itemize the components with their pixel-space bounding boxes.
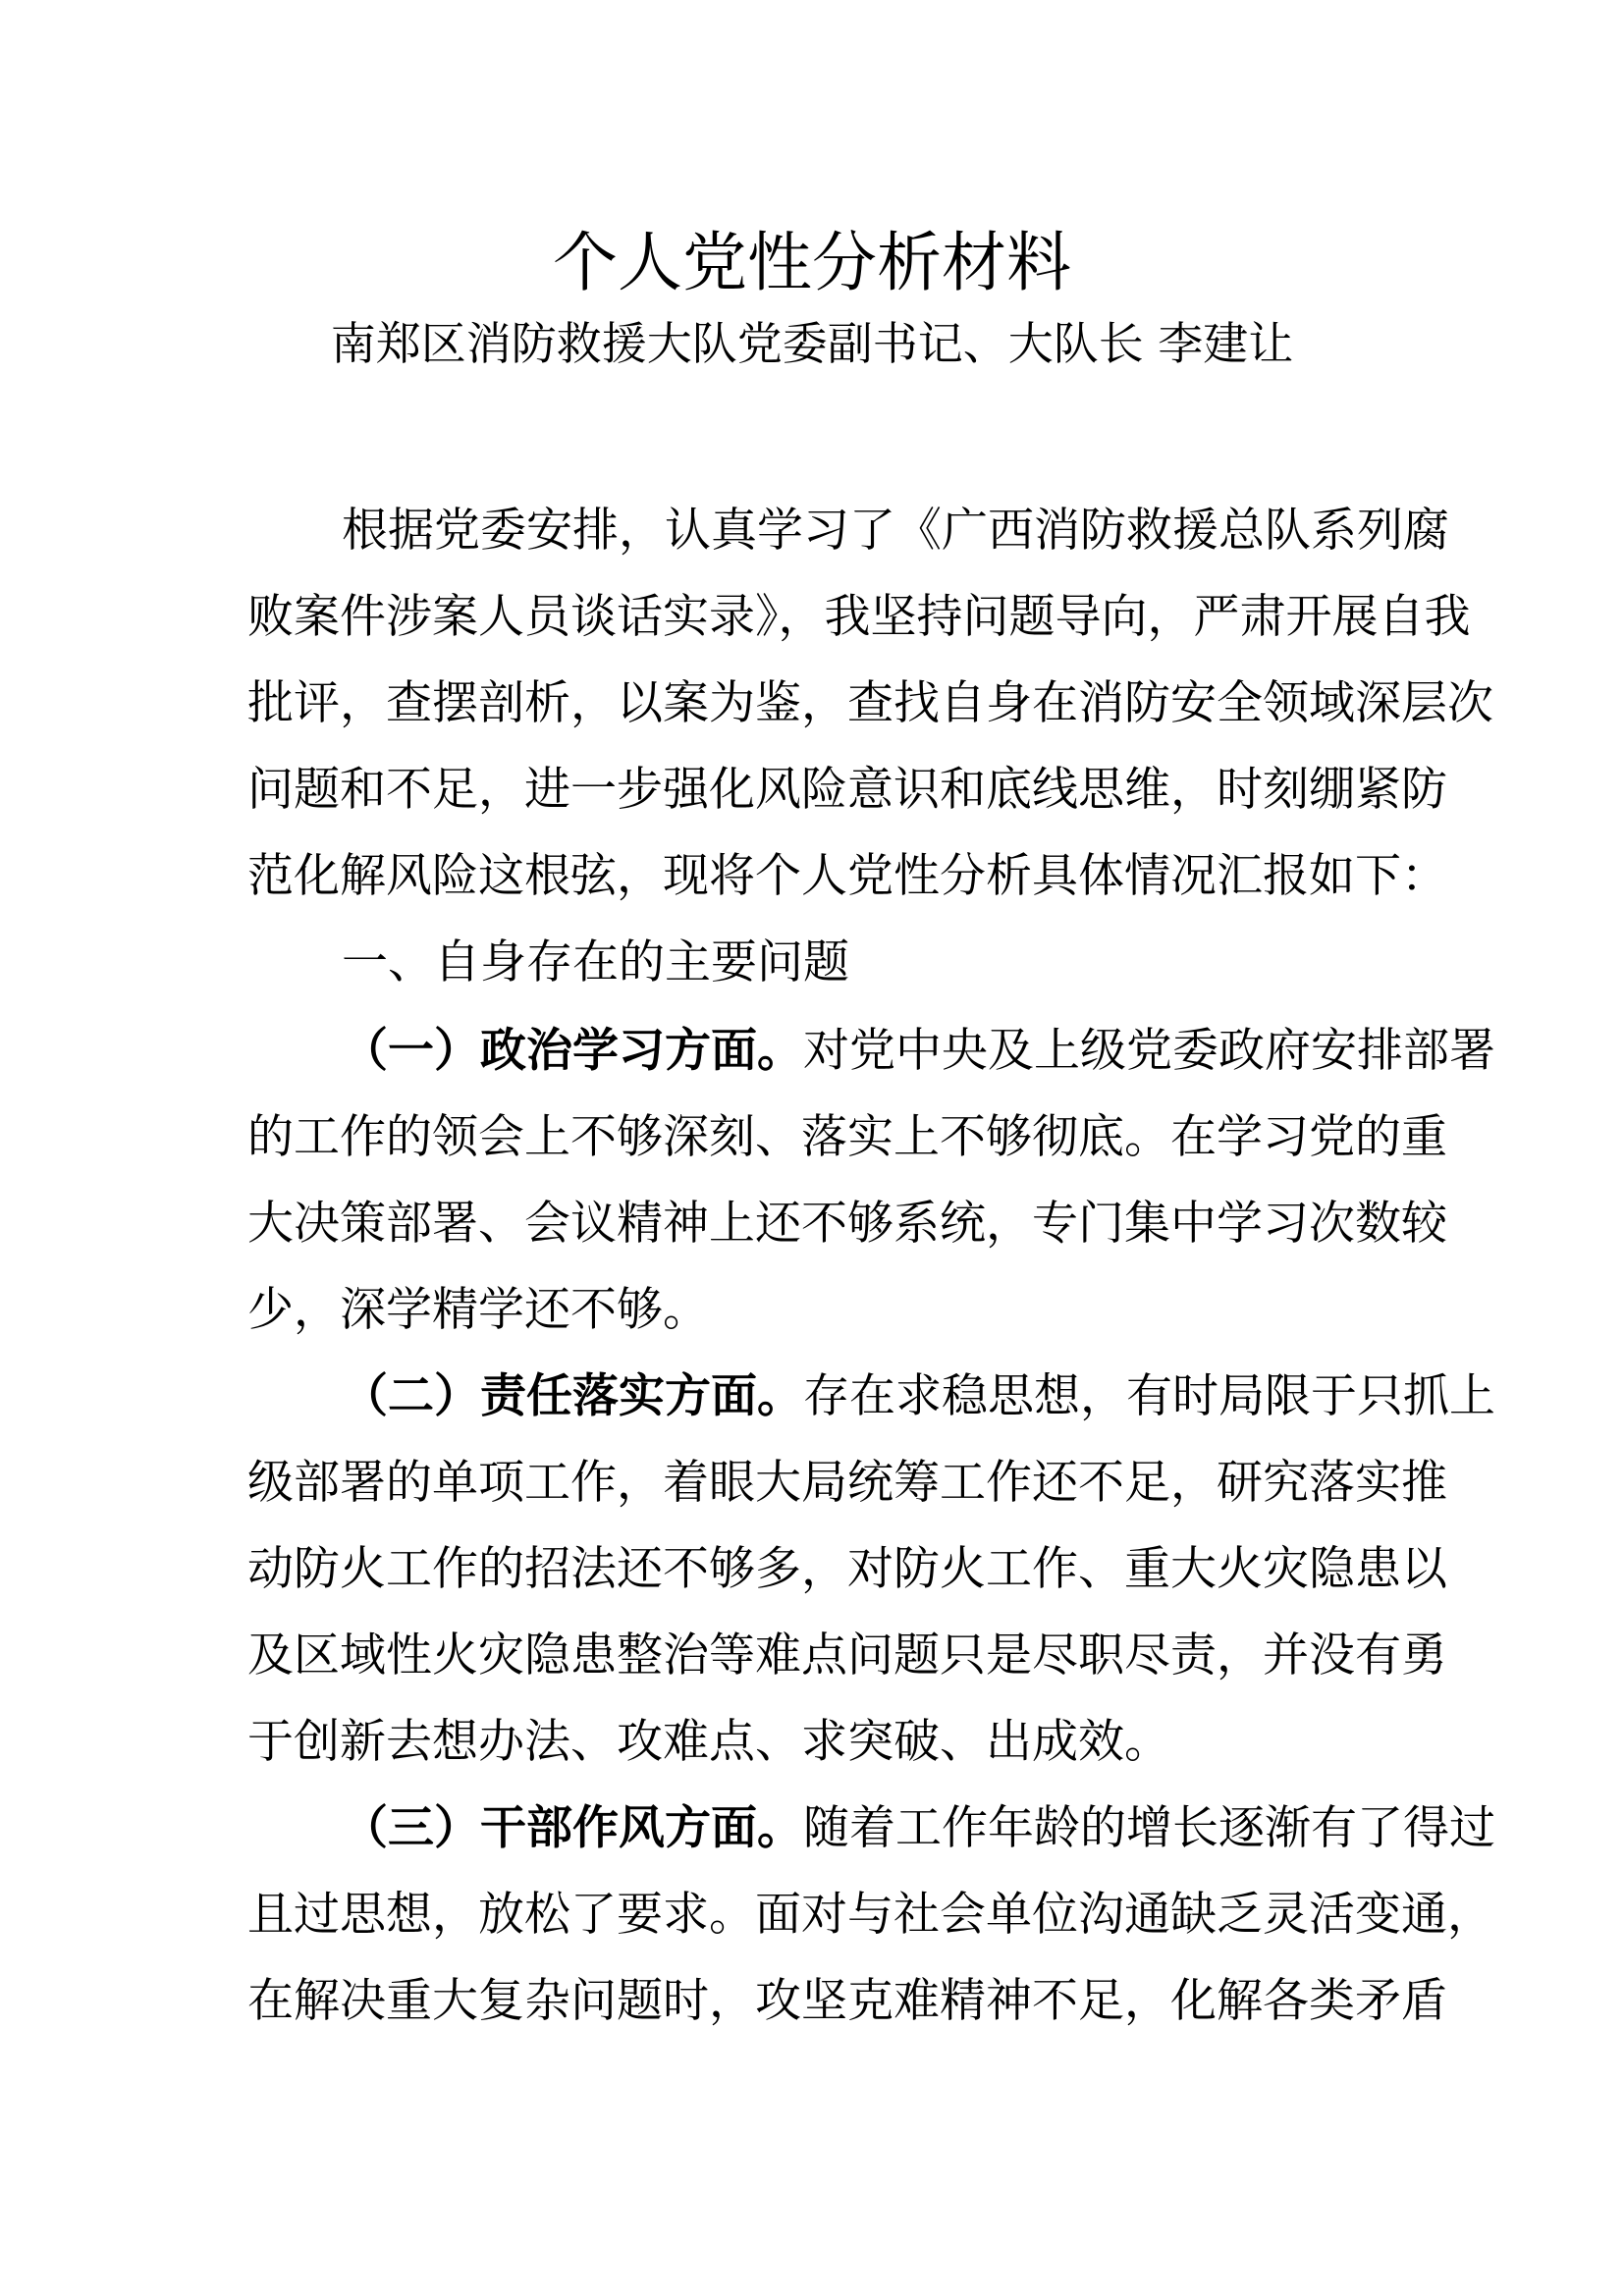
text-line: 少，深学精学还不够。	[247, 1283, 709, 1337]
text-line: 根据党委安排，认真学习了《广西消防救援总队系列腐	[342, 504, 1449, 558]
text-line: 败案件涉案人员谈话实录》，我坚持问题导向，严肃开展自我	[247, 590, 1471, 644]
document-body	[247, 488, 1495, 2045]
text-line: 大决策部署、会议精神上还不够系统，专门集中学习次数较	[247, 1197, 1447, 1251]
item-work-style	[247, 1786, 1495, 2045]
text-line: 范化解风险这根弦，现将个人党性分析具体情况汇报如下：	[247, 849, 1447, 903]
text-line: 批评，查摆剖析，以案为鉴，查找自身在消防安全领域深层次	[247, 676, 1493, 730]
item-responsibility	[247, 1354, 1495, 1786]
text-line: 且过思想，放松了要求。面对与社会单位沟通缺乏灵活变通，	[247, 1888, 1493, 1942]
section-heading: 一、自身存在的主要问题	[342, 935, 849, 989]
intro-paragraph	[247, 488, 1493, 920]
text-line: 动防火工作的招法还不够多，对防火工作、重大火灾隐患以	[247, 1542, 1447, 1596]
item-heading: （三）干部作风方面。	[342, 1801, 803, 1855]
item-heading: （一）政治学习方面。	[342, 1024, 803, 1078]
document-title: 个人党性分析材料	[553, 225, 1071, 300]
text-line: 于创新去想办法、攻难点、求突破、出成效。	[247, 1715, 1170, 1769]
text-line: 问题和不足，进一步强化风险意识和底线思维，时刻绷紧防	[247, 763, 1447, 817]
text-line: 在解决重大复杂问题时，攻坚克难精神不足，化解各类矛盾	[247, 1974, 1447, 2028]
text-line: 及区域性火灾隐患整治等难点问题只是尽职尽责，并没有勇	[247, 1629, 1447, 1682]
text-line: 存在求稳思想，有时局限于只抓上	[803, 1369, 1495, 1423]
item-political-study	[247, 1008, 1495, 1354]
text-line: 级部署的单项工作，着眼大局统筹工作还不足，研究落实推	[247, 1456, 1447, 1510]
text-line: 对党中央及上级党委政府安排部署	[803, 1024, 1495, 1078]
text-line: 随着工作年龄的增长逐渐有了得过	[803, 1801, 1495, 1855]
item-heading: （二）责任落实方面。	[342, 1369, 803, 1423]
text-line: 的工作的领会上不够深刻、落实上不够彻底。在学习党的重	[247, 1110, 1447, 1164]
document-author: 南郑区消防救援大队党委副书记、大队长 李建让	[330, 317, 1294, 370]
